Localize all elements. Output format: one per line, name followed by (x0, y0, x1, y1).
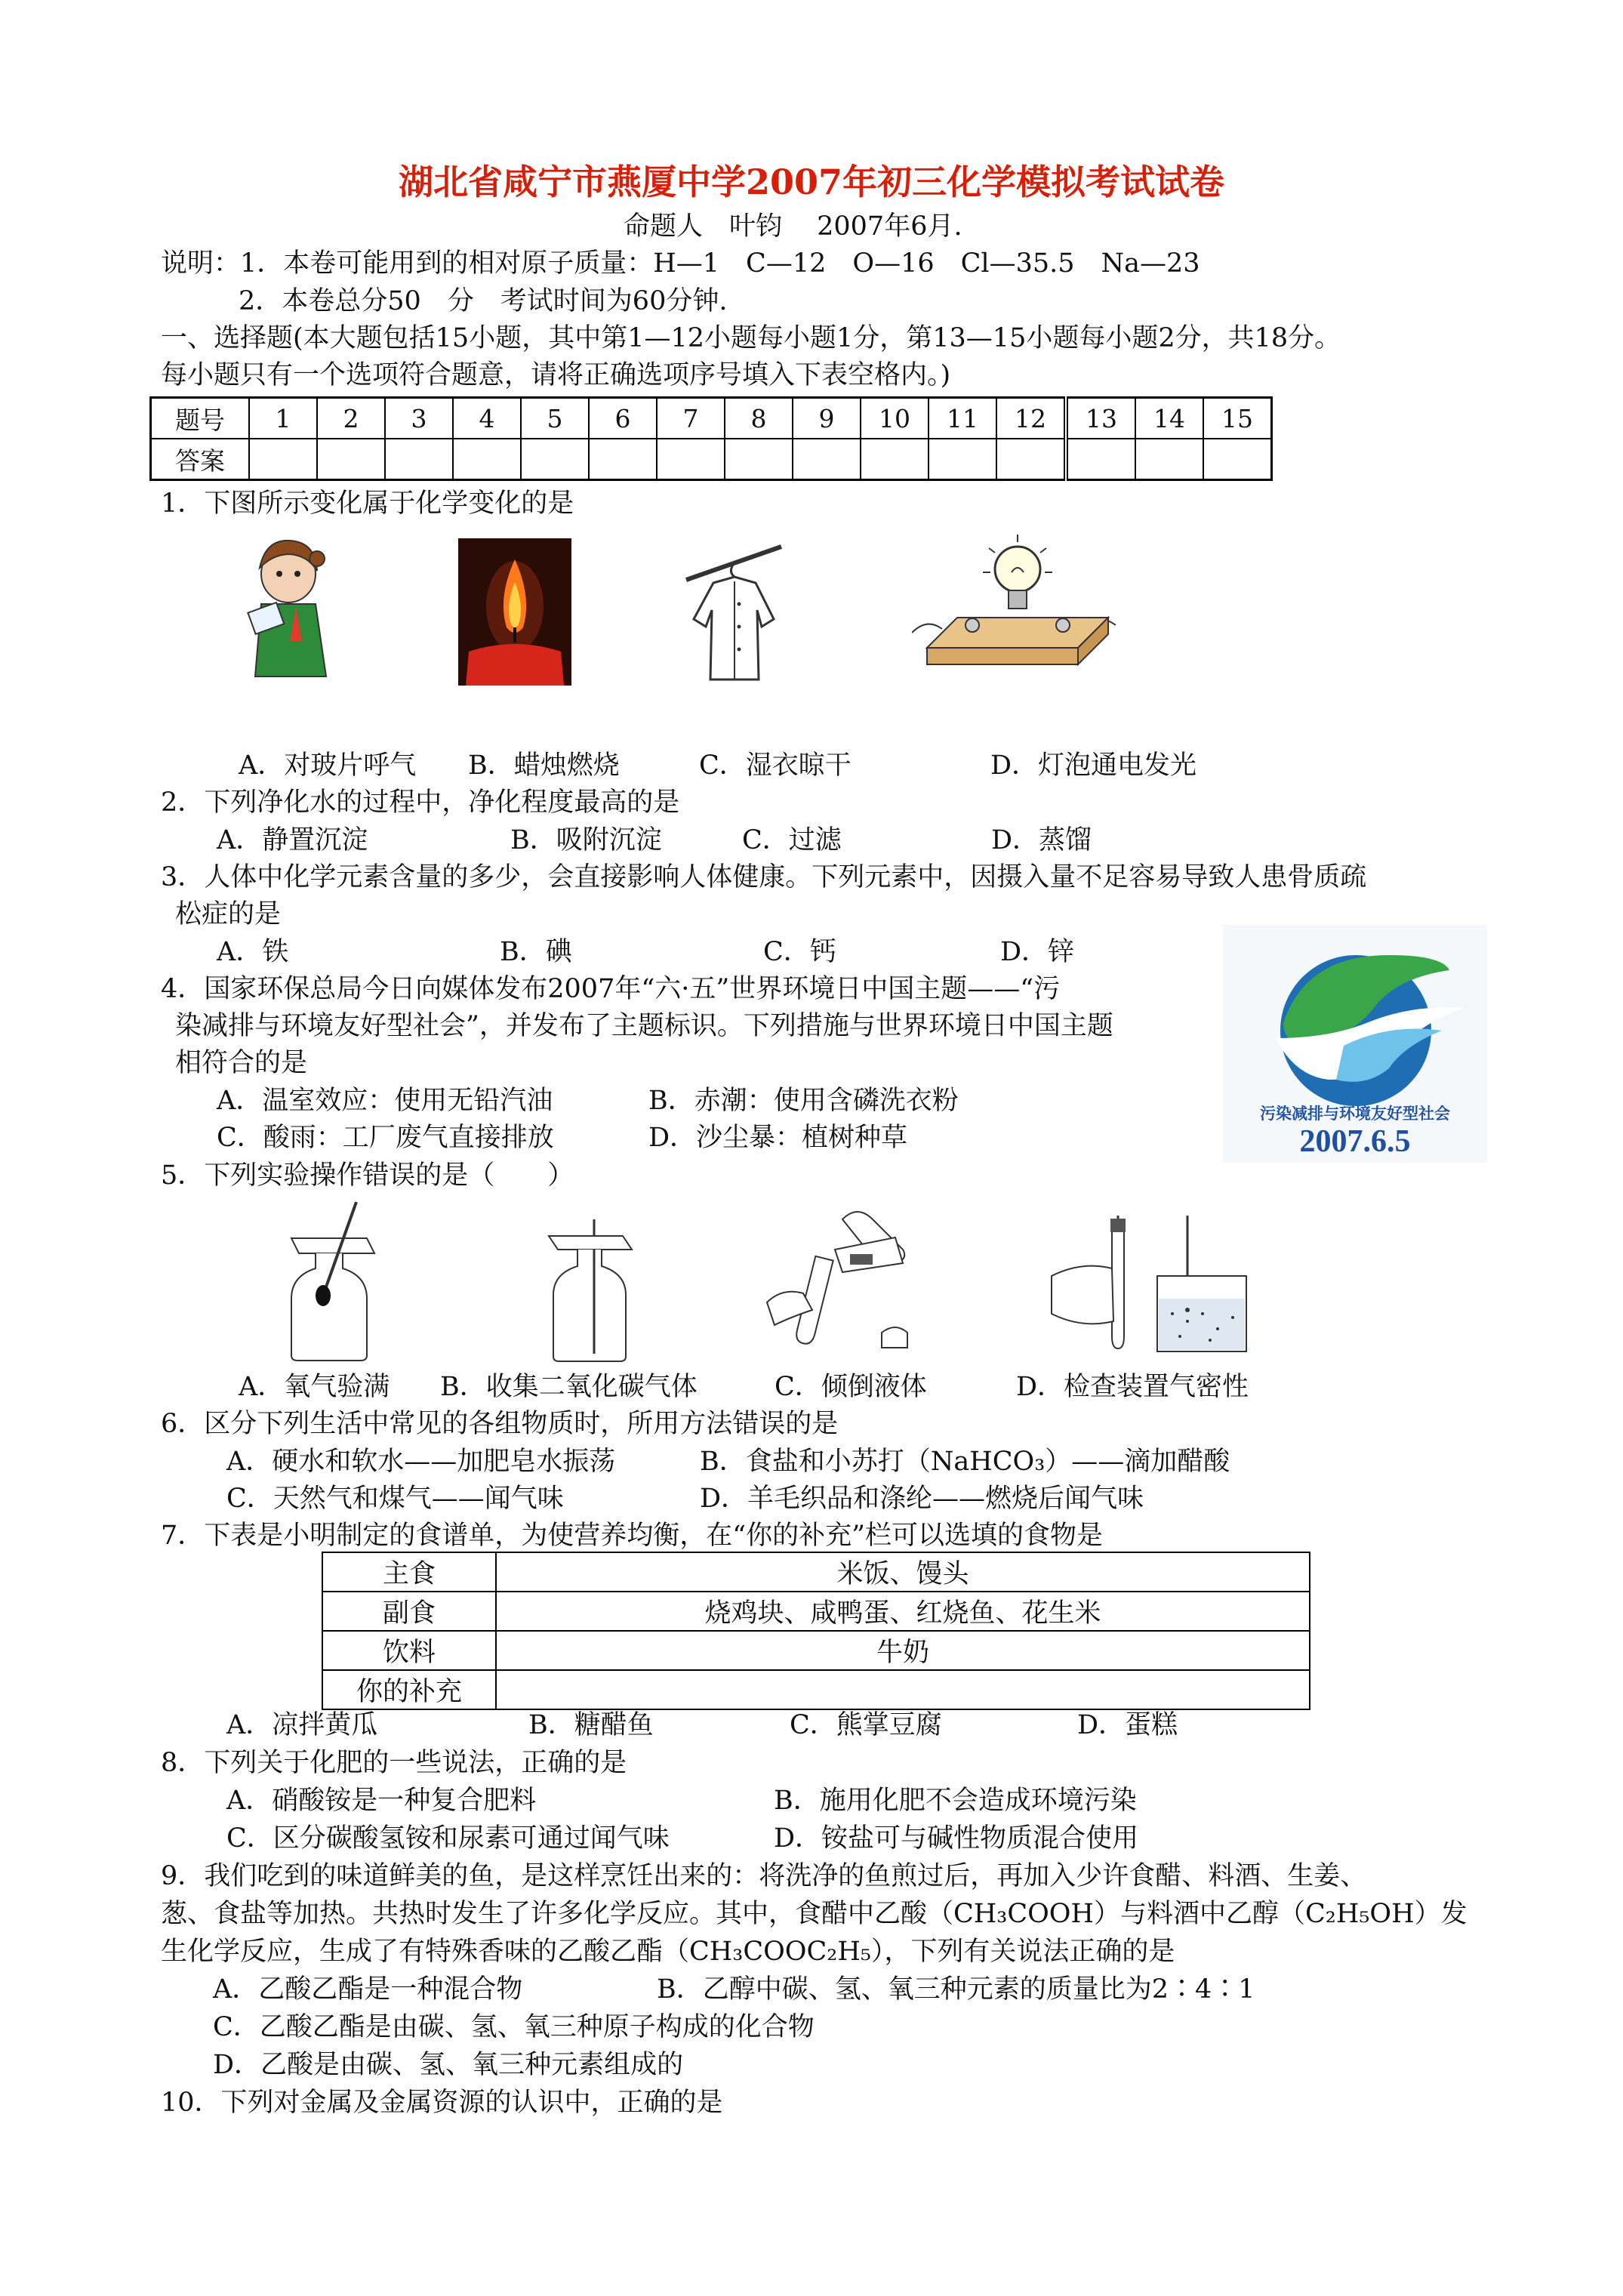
q9-option-c: C．乙酸乙酯是由碳、氢、氧三种原子构成的化合物 (213, 2012, 815, 2042)
table-number-cell: 15 (1203, 398, 1272, 439)
q1-option-a: A．对玻片呼气 (239, 750, 417, 781)
table-label-cell: 主食 (322, 1552, 496, 1592)
answer-cell[interactable] (1203, 439, 1272, 480)
q1-option-b: B．蜡烛燃烧 (468, 750, 620, 781)
q4-stem-line-1: 4．国家环保总局今日向媒体发布2007年“六·五”世界环境日中国主题——“污 (161, 974, 1061, 1004)
supplement-cell[interactable] (496, 1670, 1310, 1709)
shirt-drying-illustration (683, 544, 785, 683)
q3-option-c: C．钙 (763, 937, 836, 967)
answer-cell[interactable] (657, 439, 725, 480)
q6-stem: 6．区分下列生活中常见的各组物质时，所用方法错误的是 (161, 1409, 839, 1439)
table-row (322, 1592, 1310, 1631)
q3-option-a: A．铁 (217, 937, 289, 967)
answer-cell[interactable] (249, 439, 317, 480)
q7-option-a: A．凉拌黄瓜 (226, 1710, 378, 1740)
q1-stem: 1．下图所示变化属于化学变化的是 (161, 488, 574, 519)
q7-option-c: C．熊掌豆腐 (790, 1710, 942, 1740)
exam-title: 湖北省咸宁市燕厦中学2007年初三化学模拟考试试卷 (398, 162, 1225, 202)
q10-stem: 10．下列对金属及金属资源的认识中，正确的是 (161, 2088, 723, 2118)
table-label-cell: 饮料 (322, 1631, 496, 1670)
q2-option-d: D．蒸馏 (991, 825, 1092, 855)
q9-stem-line-2: 葱、食盐等加热。共热时发生了许多化学反应。其中，食醋中乙酸（CH₃COOH）与料酒中乙醇（C₂H₅OH）发 (161, 1899, 1467, 1929)
q8-option-c: C．区分碳酸氢铵和尿素可通过闻气味 (226, 1823, 670, 1854)
q4-option-a: A．温室效应：使用无铅汽油 (217, 1086, 553, 1116)
answer-cell[interactable] (453, 439, 521, 480)
table-number-cell: 8 (725, 398, 793, 439)
q6-option-b: B．食盐和小苏打（NaHCO₃）——滴加醋酸 (700, 1447, 1230, 1477)
meal-plan-table (322, 1552, 1310, 1710)
q8-option-b: B．施用化肥不会造成环境污染 (774, 1786, 1137, 1816)
table-row (322, 1670, 1310, 1709)
answer-cell[interactable] (996, 439, 1066, 480)
light-bulb-circuit-illustration (912, 535, 1116, 678)
q8-option-d: D．铵盐可与碱性物质混合使用 (774, 1823, 1139, 1854)
q4-stem-line-2: 染减排与环境友好型社会”，并发布了主题标识。下列措施与世界环境日中国主题 (175, 1011, 1113, 1041)
q3-stem-line-1: 3．人体中化学元素含量的多少，会直接影响人体健康。下列元素中，因摄入量不足容易导致人患骨质疏 (161, 862, 1367, 892)
table-value-cell: 米饭、馒头 (496, 1552, 1310, 1592)
answer-cell[interactable] (589, 439, 657, 480)
q9-stem-line-1: 9．我们吃到的味道鲜美的鱼，是这样烹饪出来的：将洗净的鱼煎过后，再加入少许食醋、料酒、生姜、 (161, 1861, 1367, 1891)
answer-table-row-numbers (151, 398, 1272, 439)
girl-breathing-illustration (243, 529, 332, 680)
q1-option-d: D．灯泡通电发光 (990, 750, 1197, 781)
q7-stem: 7．下表是小明制定的食谱单，为使营养均衡，在“你的补充”栏可以选填的食物是 (161, 1521, 1104, 1551)
q2-option-a: A．静置沉淀 (217, 825, 368, 855)
table-number-cell: 13 (1066, 398, 1135, 439)
table-number-cell: 7 (657, 398, 725, 439)
table-number-cell: 12 (996, 398, 1066, 439)
q9-stem-line-3: 生化学反应，生成了有特殊香味的乙酸乙酯（CH₃COOC₂H₅），下列有关说法正确的是 (161, 1937, 1175, 1967)
answer-table-row-answers (151, 439, 1272, 480)
table-number-cell: 14 (1135, 398, 1203, 439)
answer-cell[interactable] (725, 439, 793, 480)
q4-option-b: B．赤潮：使用含磷洗衣粉 (648, 1086, 959, 1116)
q2-option-b: B．吸附沉淀 (510, 825, 662, 855)
q6-option-c: C．天然气和煤气——闻气味 (226, 1484, 564, 1514)
table-header-cell: 答案 (151, 439, 250, 480)
q3-option-d: D．锌 (1000, 937, 1075, 967)
candle-burning-illustration (458, 538, 571, 686)
q9-option-d: D．乙酸是由碳、氢、氧三种元素组成的 (213, 2050, 684, 2080)
author-line: 命题人 叶钧 2007年6月. (624, 211, 962, 242)
pouring-liquid-illustration (759, 1204, 910, 1355)
section-heading-1: 一、选择题(本大题包括15小题，其中第1—12小题每小题1分，第13—15小题每小题2分，共18分。 (161, 323, 1341, 353)
q4-stem-line-3: 相符合的是 (175, 1048, 308, 1078)
q2-stem: 2．下列净化水的过程中，净化程度最高的是 (161, 787, 680, 818)
answer-cell[interactable] (861, 439, 929, 480)
q2-option-c: C．过滤 (742, 825, 842, 855)
q6-option-d: D．羊毛织品和涤纶——燃烧后闻气味 (700, 1484, 1144, 1514)
table-value-cell: 烧鸡块、咸鸭蛋、红烧鱼、花生米 (496, 1592, 1310, 1631)
q8-option-a: A．硝酸铵是一种复合肥料 (226, 1786, 537, 1816)
q9-option-b: B．乙醇中碳、氢、氧三种元素的质量比为2∶4∶1 (657, 1974, 1255, 2005)
table-row (322, 1631, 1310, 1670)
q3-option-b: B．碘 (500, 937, 572, 967)
section-heading-2: 每小题只有一个选项符合题意，请将正确选项序号填入下表空格内。) (161, 360, 951, 390)
table-number-cell: 3 (385, 398, 453, 439)
co2-collection-bottle-illustration (547, 1219, 638, 1363)
table-number-cell: 1 (249, 398, 317, 439)
q9-option-a: A．乙酸乙酯是一种混合物 (213, 1974, 523, 2005)
table-number-cell: 11 (929, 398, 996, 439)
table-number-cell: 10 (861, 398, 929, 439)
table-number-cell: 2 (317, 398, 385, 439)
note-1: 说明：1．本卷可能用到的相对原子质量：H—1 C—12 O—16 Cl—35.5 Na—23 (161, 248, 1200, 279)
answer-cell[interactable] (385, 439, 453, 480)
answer-cell[interactable] (317, 439, 385, 480)
answer-cell[interactable] (929, 439, 996, 480)
table-number-cell: 6 (589, 398, 657, 439)
q4-option-d: D．沙尘暴：植树种草 (648, 1123, 908, 1153)
answer-cell[interactable] (521, 439, 589, 480)
q1-option-c: C．湿衣晾干 (699, 750, 852, 781)
q5-option-c: C．倾倒液体 (775, 1372, 927, 1402)
note-2: 2．本卷总分50 分 考试时间为60分钟. (239, 286, 728, 316)
table-row (322, 1552, 1310, 1592)
q7-option-b: B．糖醋鱼 (528, 1710, 654, 1740)
q5-stem: 5．下列实验操作错误的是（ ） (161, 1160, 574, 1191)
table-header-cell: 题号 (151, 398, 250, 439)
q8-stem: 8．下列关于化肥的一些说法，正确的是 (161, 1748, 627, 1778)
q5-option-d: D．检查装置气密性 (1016, 1372, 1249, 1402)
q7-option-d: D．蛋糕 (1077, 1710, 1178, 1740)
logo-date-text: 2007.6.5 (1299, 1124, 1411, 1159)
q3-stem-line-2: 松症的是 (175, 899, 282, 929)
answer-cell[interactable] (1135, 439, 1203, 480)
answer-table (149, 396, 1273, 481)
airtightness-check-illustration (1044, 1216, 1263, 1359)
oxygen-test-bottle-illustration (284, 1200, 382, 1363)
table-number-cell: 5 (521, 398, 589, 439)
answer-cell[interactable] (1066, 439, 1135, 480)
table-number-cell: 9 (793, 398, 861, 439)
q4-option-c: C．酸雨：工厂废气直接排放 (217, 1123, 554, 1153)
environment-day-logo (1223, 925, 1487, 1163)
table-value-cell: 牛奶 (496, 1631, 1310, 1670)
answer-cell[interactable] (793, 439, 861, 480)
q5-option-a: A．氧气验满 (239, 1372, 390, 1402)
logo-slogan-text: 污染减排与环境友好型社会 (1260, 1105, 1450, 1123)
q5-option-b: B．收集二氧化碳气体 (440, 1372, 698, 1402)
table-label-cell: 你的补充 (322, 1670, 496, 1709)
table-number-cell: 4 (453, 398, 521, 439)
table-label-cell: 副食 (322, 1592, 496, 1631)
q6-option-a: A．硬水和软水——加肥皂水振荡 (226, 1447, 616, 1477)
